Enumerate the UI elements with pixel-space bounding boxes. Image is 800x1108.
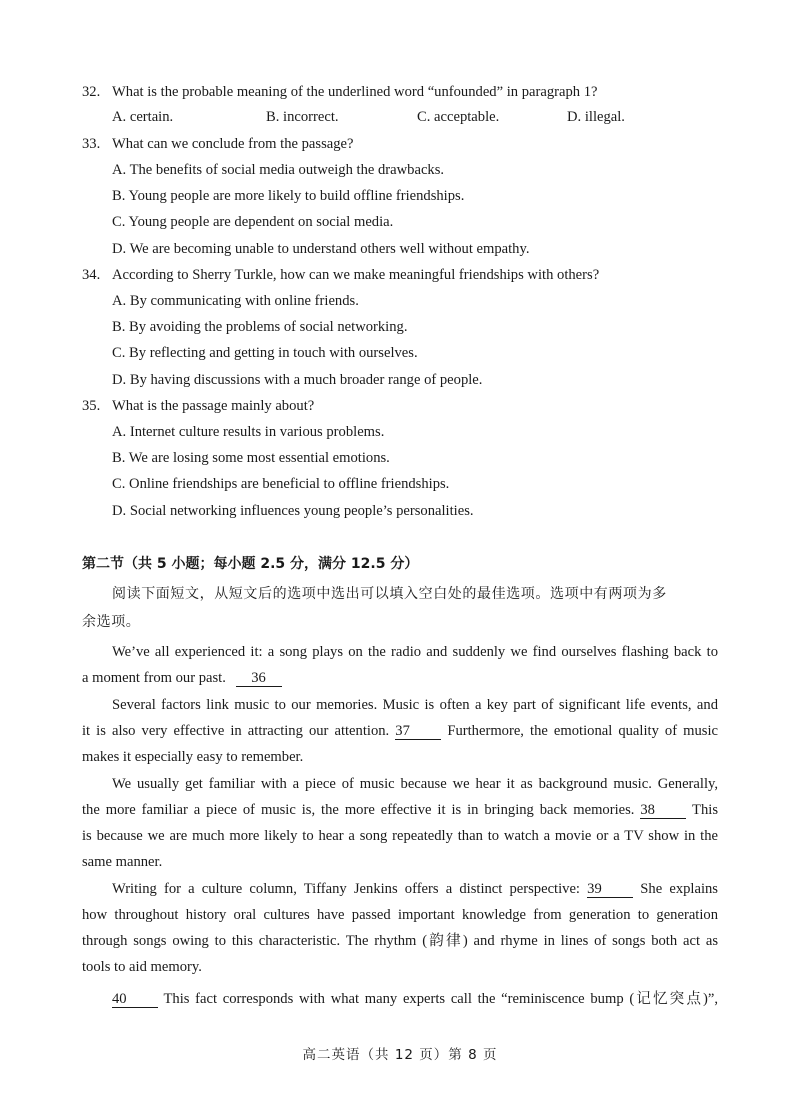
passage-p2-line1: Several factors link music to our memories. Music is often a key part of significant life events, and xyxy=(112,697,718,713)
section-instructions-line2: 余选项。 xyxy=(82,614,141,630)
option-a: A. certain. xyxy=(112,109,174,125)
question-34 xyxy=(82,265,599,285)
passage-p1-line2 xyxy=(82,668,282,688)
passage-text: She explains xyxy=(640,881,718,897)
option-c: C. By reflecting and getting in touch with ourselves. xyxy=(112,345,418,361)
passage-p4-line3: through songs owing to this characteristic. The rhythm (韵律) and rhyme in lines of songs both act as xyxy=(82,933,718,949)
option-b: B. Young people are more likely to build offline friendships. xyxy=(112,188,465,204)
question-number: 32. xyxy=(82,84,101,100)
option-d: D. By having discussions with a much broader range of people. xyxy=(112,372,483,388)
passage-p3-line1: We usually get familiar with a piece of music because we hear it as background music. Generally, xyxy=(112,776,718,792)
passage-p4-line2: how throughout history oral cultures have passed important knowledge from generation to generation xyxy=(82,907,718,923)
question-number: 35. xyxy=(82,398,101,414)
option-d: D. illegal. xyxy=(567,109,625,125)
option-c: C. acceptable. xyxy=(417,109,500,125)
option-d: D. Social networking influences young people’s personalities. xyxy=(112,503,474,519)
page-footer: 高二英语（共 12 页）第 8 页 xyxy=(302,1047,498,1063)
question-35 xyxy=(82,396,314,416)
question-32 xyxy=(82,82,597,102)
passage-text: the more familiar a piece of music is, the more effective it is in bringing back memories. xyxy=(82,802,635,818)
option-b: B. By avoiding the problems of social networking. xyxy=(112,319,408,335)
question-stem: According to Sherry Turkle, how can we make meaningful friendships with others? xyxy=(112,267,600,283)
question-stem: What is the probable meaning of the underlined word “unfounded” in paragraph 1? xyxy=(112,84,598,100)
passage-p2-line2 xyxy=(82,721,718,741)
passage-text: a moment from our past. xyxy=(82,670,226,686)
blank-40: 40 xyxy=(112,991,158,1008)
passage-p3-line2 xyxy=(82,800,718,820)
blank-38: 38 xyxy=(640,802,686,819)
passage-text: Furthermore, the emotional quality of music xyxy=(447,723,719,739)
passage-p2-line3: makes it especially easy to remember. xyxy=(82,749,304,765)
passage-p3-line3: is because we are much more likely to hear a song repeatedly than to watch a movie or a TV show in the xyxy=(82,828,718,844)
option-a: A. The benefits of social media outweigh the drawbacks. xyxy=(112,162,445,178)
passage-p4-line4: tools to aid memory. xyxy=(82,959,202,975)
passage-p4-line1 xyxy=(112,879,718,899)
question-number: 34. xyxy=(82,267,101,283)
question-number: 33. xyxy=(82,136,101,152)
passage-text: This fact corresponds with what many experts call the “reminiscence bump (记忆突点)”, xyxy=(163,991,718,1007)
option-c: C. Young people are dependent on social media. xyxy=(112,214,394,230)
passage-p3-line4: same manner. xyxy=(82,854,163,870)
passage-text: This xyxy=(692,802,718,818)
blank-39: 39 xyxy=(587,881,633,898)
question-33 xyxy=(82,134,354,154)
section-title: 第二节（共 5 小题；每小题 2.5 分，满分 12.5 分） xyxy=(82,556,419,572)
question-stem: What is the passage mainly about? xyxy=(112,398,315,414)
option-d: D. We are becoming unable to understand others well without empathy. xyxy=(112,241,530,257)
passage-text: Writing for a culture column, Tiffany Jenkins offers a distinct perspective: xyxy=(112,881,580,897)
option-a: A. Internet culture results in various problems. xyxy=(112,424,385,440)
question-stem: What can we conclude from the passage? xyxy=(112,136,354,152)
passage-p5-line1 xyxy=(112,989,718,1009)
section-instructions-line1: 阅读下面短文，从短文后的选项中选出可以填入空白处的最佳选项。选项中有两项为多 xyxy=(112,586,667,602)
passage-p1-line1: We’ve all experienced it: a song plays on the radio and suddenly we find ourselves flashing back to xyxy=(112,644,718,660)
blank-36: 36 xyxy=(236,670,282,687)
option-b: B. We are losing some most essential emotions. xyxy=(112,450,390,466)
option-c: C. Online friendships are beneficial to offline friendships. xyxy=(112,476,450,492)
blank-37: 37 xyxy=(395,723,441,740)
option-a: A. By communicating with online friends. xyxy=(112,293,359,309)
option-b: B. incorrect. xyxy=(266,109,339,125)
passage-text: it is also very effective in attracting our attention. xyxy=(82,723,390,739)
